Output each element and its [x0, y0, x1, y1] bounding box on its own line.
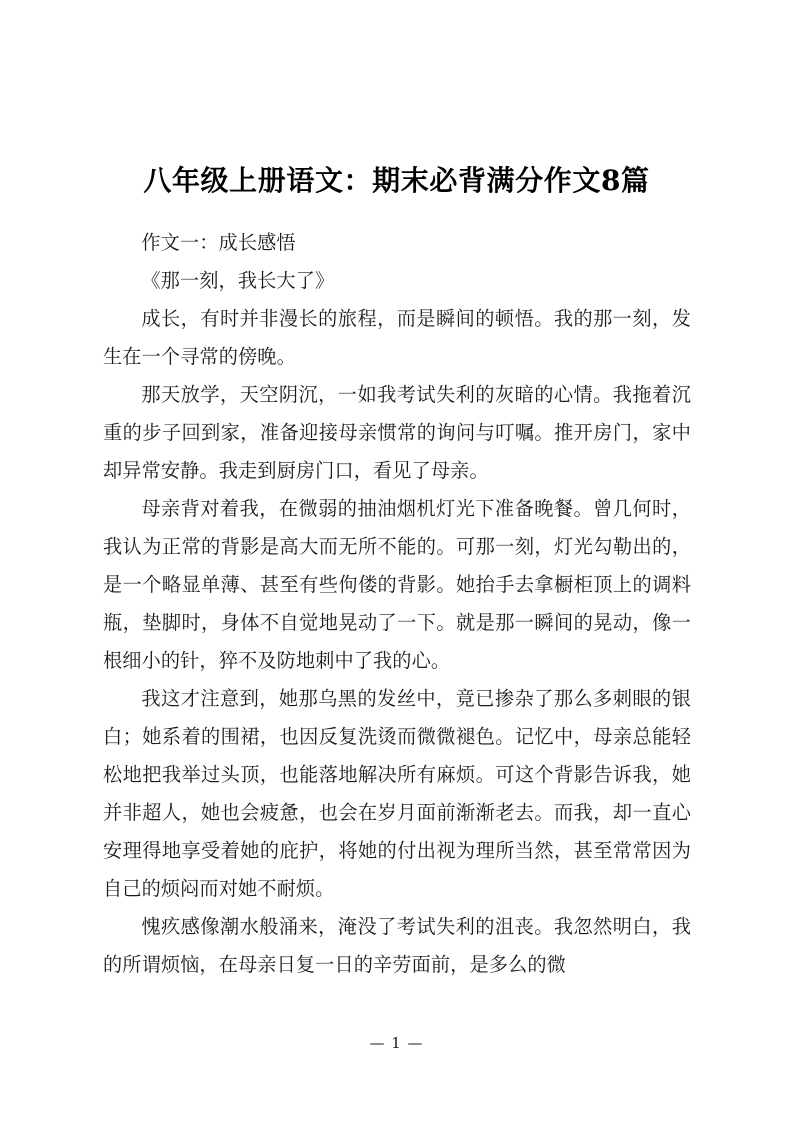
- body-paragraph: 我这才注意到，她那乌黑的发丝中，竟已掺杂了那么多刺眼的银白；她系着的围裙，也因反复洗烫而微微褪色。记忆中，母亲总能轻松地把我举过头顶，也能落地解决所有麻烦。可这个背影告诉我，她并非超人，她也会疲惫，也会在岁月面前渐渐老去。而我，却一直心安理得地享受着她的庇护，将她的付出视为理所当然，甚至常常因为自己的烦闷而对她不耐烦。: [103, 687, 691, 900]
- body-paragraph: 母亲背对着我，在微弱的抽油烟机灯光下准备晚餐。曾几何时，我认为正常的背影是高大而无所不能的。可那一刻，灯光勾勒出的，是一个略显单薄、甚至有些佝偻的背影。她抬手去拿橱柜顶上的调料瓶，垫脚时，身体不自觉地晃动了一下。就是那一瞬间的晃动，像一根细小的针，猝不及防地刺中了我的心。: [103, 497, 691, 672]
- essay-title: 《那一刻，我长大了》: [141, 269, 335, 292]
- body-paragraph: 那天放学，天空阴沉，一如我考试失利的灰暗的心情。我拖着沉重的步子回到家，准备迎接母亲惯常的询问与叮嘱。推开房门，家中却异常安静。我走到厨房门口，看见了母亲。: [103, 383, 691, 482]
- page-number-footer: — 1 —: [369, 1034, 424, 1052]
- body-paragraph: 愧疚感像潮水般涌来，淹没了考试失利的沮丧。我忽然明白，我的所谓烦恼，在母亲日复一日的辛劳面前，是多么的微: [103, 915, 691, 976]
- body-paragraph: 成长，有时并非漫长的旅程，而是瞬间的顿悟。我的那一刻，发生在一个寻常的傍晚。: [103, 307, 691, 368]
- page-title: 八年级上册语文：期末必背满分作文8篇: [143, 163, 650, 197]
- document-body: [103, 224, 691, 984]
- essay-section-label: 作文一：成长感悟: [141, 231, 296, 254]
